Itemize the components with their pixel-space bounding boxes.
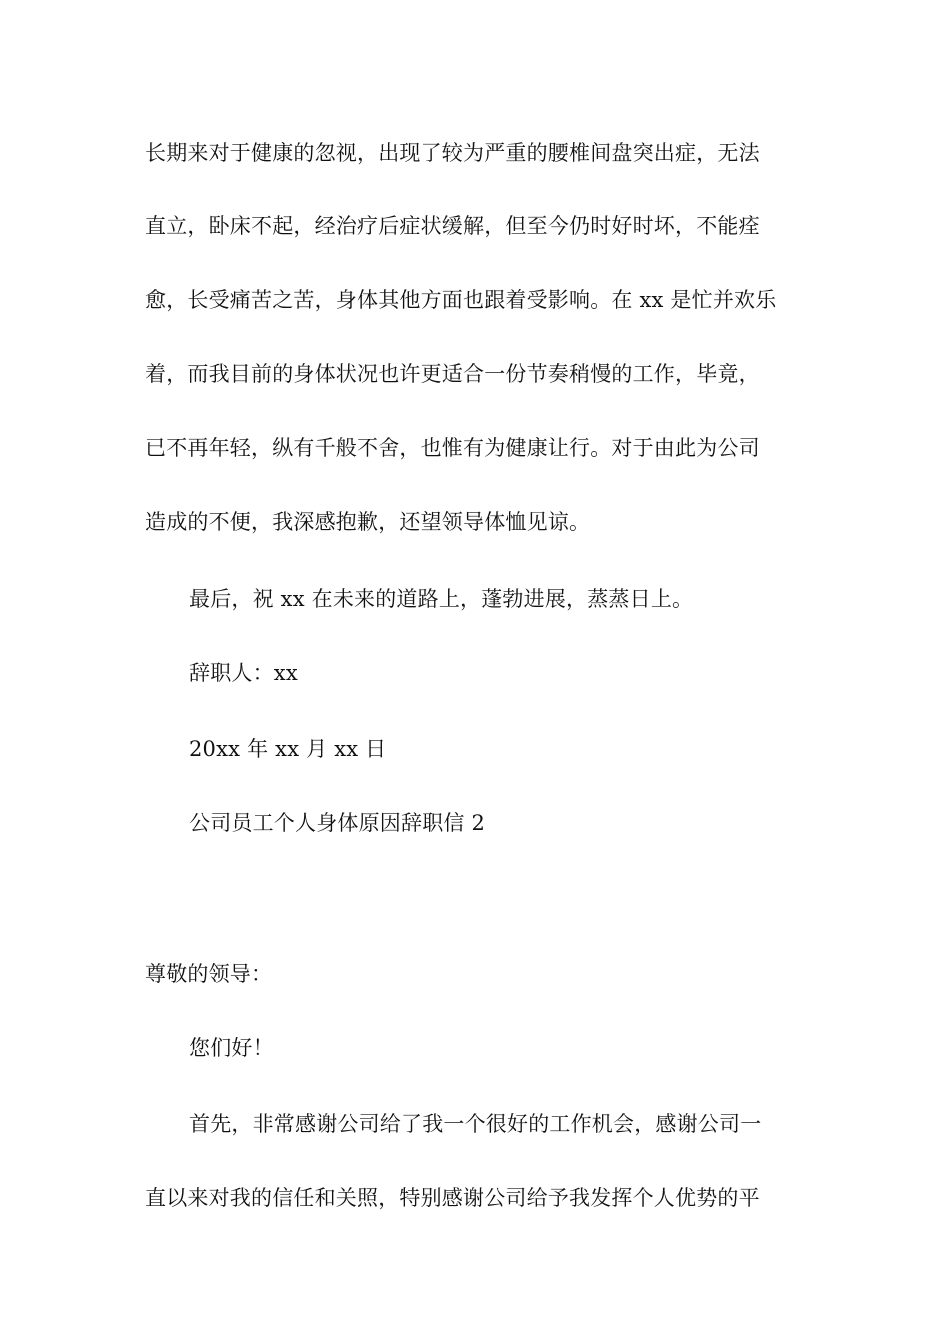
signature: 辞职人：xx: [189, 661, 298, 685]
body-paragraph-line: 首先，非常感谢公司给了我一个很好的工作机会，感谢公司一: [189, 1112, 762, 1136]
greeting: 您们好！: [189, 1036, 274, 1060]
body-paragraph-line: 直以来对我的信任和关照，特别感谢公司给予我发挥个人优势的平: [145, 1186, 760, 1210]
body-paragraph-line: 着，而我目前的身体状况也许更适合一份节奏稍慢的工作，毕竟，: [145, 362, 760, 386]
closing-wish: 最后，祝 xx 在未来的道路上，蓬勃进展，蒸蒸日上。: [189, 587, 694, 611]
body-paragraph-line: 长期来对于健康的忽视，出现了较为严重的腰椎间盘突出症，无法: [145, 141, 760, 165]
section-title: 公司员工个人身体原因辞职信 2: [189, 811, 486, 835]
salutation: 尊敬的领导：: [145, 962, 273, 986]
body-paragraph-line: 直立，卧床不起，经治疗后症状缓解，但至今仍时好时坏，不能痊: [145, 214, 760, 238]
date-line: 20xx 年 xx 月 xx 日: [189, 737, 387, 761]
body-paragraph-line: 已不再年轻，纵有千般不舍，也惟有为健康让行。对于由此为公司: [145, 436, 760, 460]
body-paragraph-line: 愈，长受痛苦之苦，身体其他方面也跟着受影响。在 xx 是忙并欢乐: [145, 288, 777, 312]
body-paragraph-line: 造成的不便，我深感抱歉，还望领导体恤见谅。: [145, 510, 591, 534]
